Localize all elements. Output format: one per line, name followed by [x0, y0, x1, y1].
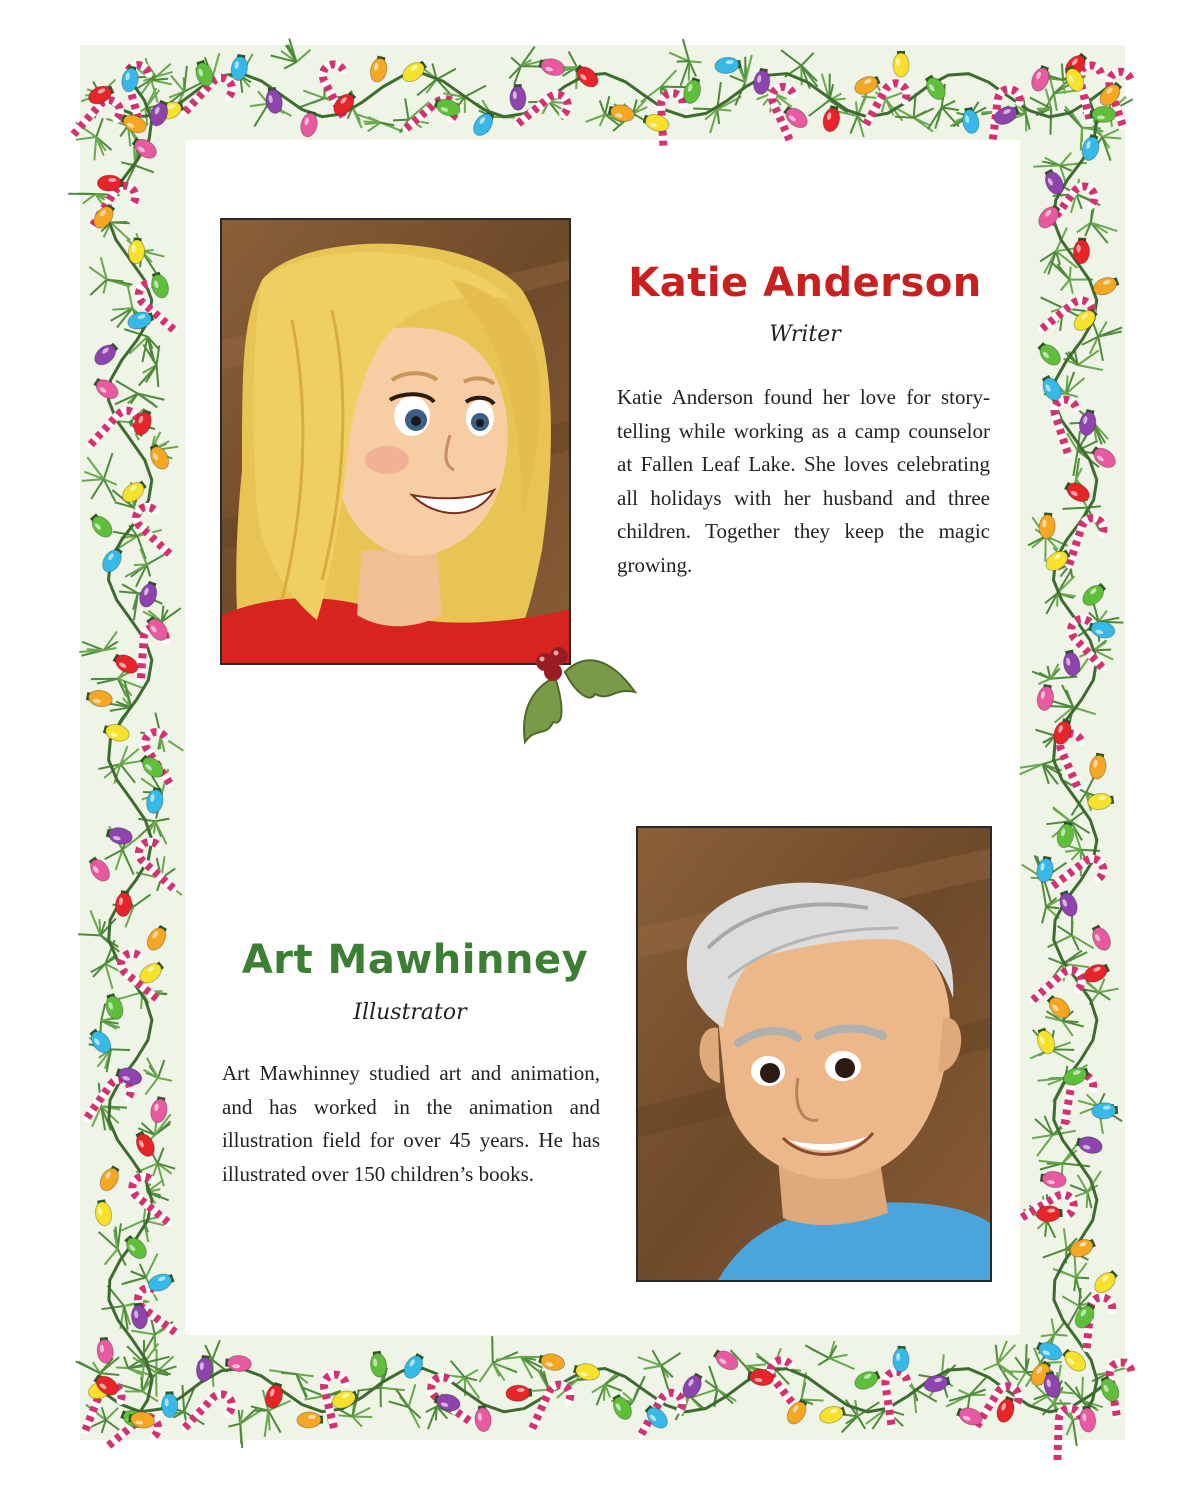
illustrator-portrait [636, 826, 992, 1282]
illustrator-role: Illustrator [353, 1000, 467, 1025]
illustrator-name: Art Mawhinney [241, 937, 589, 983]
writer-name: Katie Anderson [628, 260, 982, 306]
writer-bio: Katie Anderson found her love for story-telling while working as a camp counselor at Fallen Leaf Lake. She loves celebrating all holidays with her husband and three children. Together they keep the magic growing. [617, 385, 990, 577]
writer-portrait [220, 218, 571, 665]
illustrator-bio: Art Mawhinney studied art and animation, and has worked in the animation and illustration field for over 45 years. He has illustrated over 150 children’s books. [222, 1061, 600, 1186]
holly-sprig-icon [515, 632, 645, 757]
writer-role: Writer [769, 322, 841, 347]
